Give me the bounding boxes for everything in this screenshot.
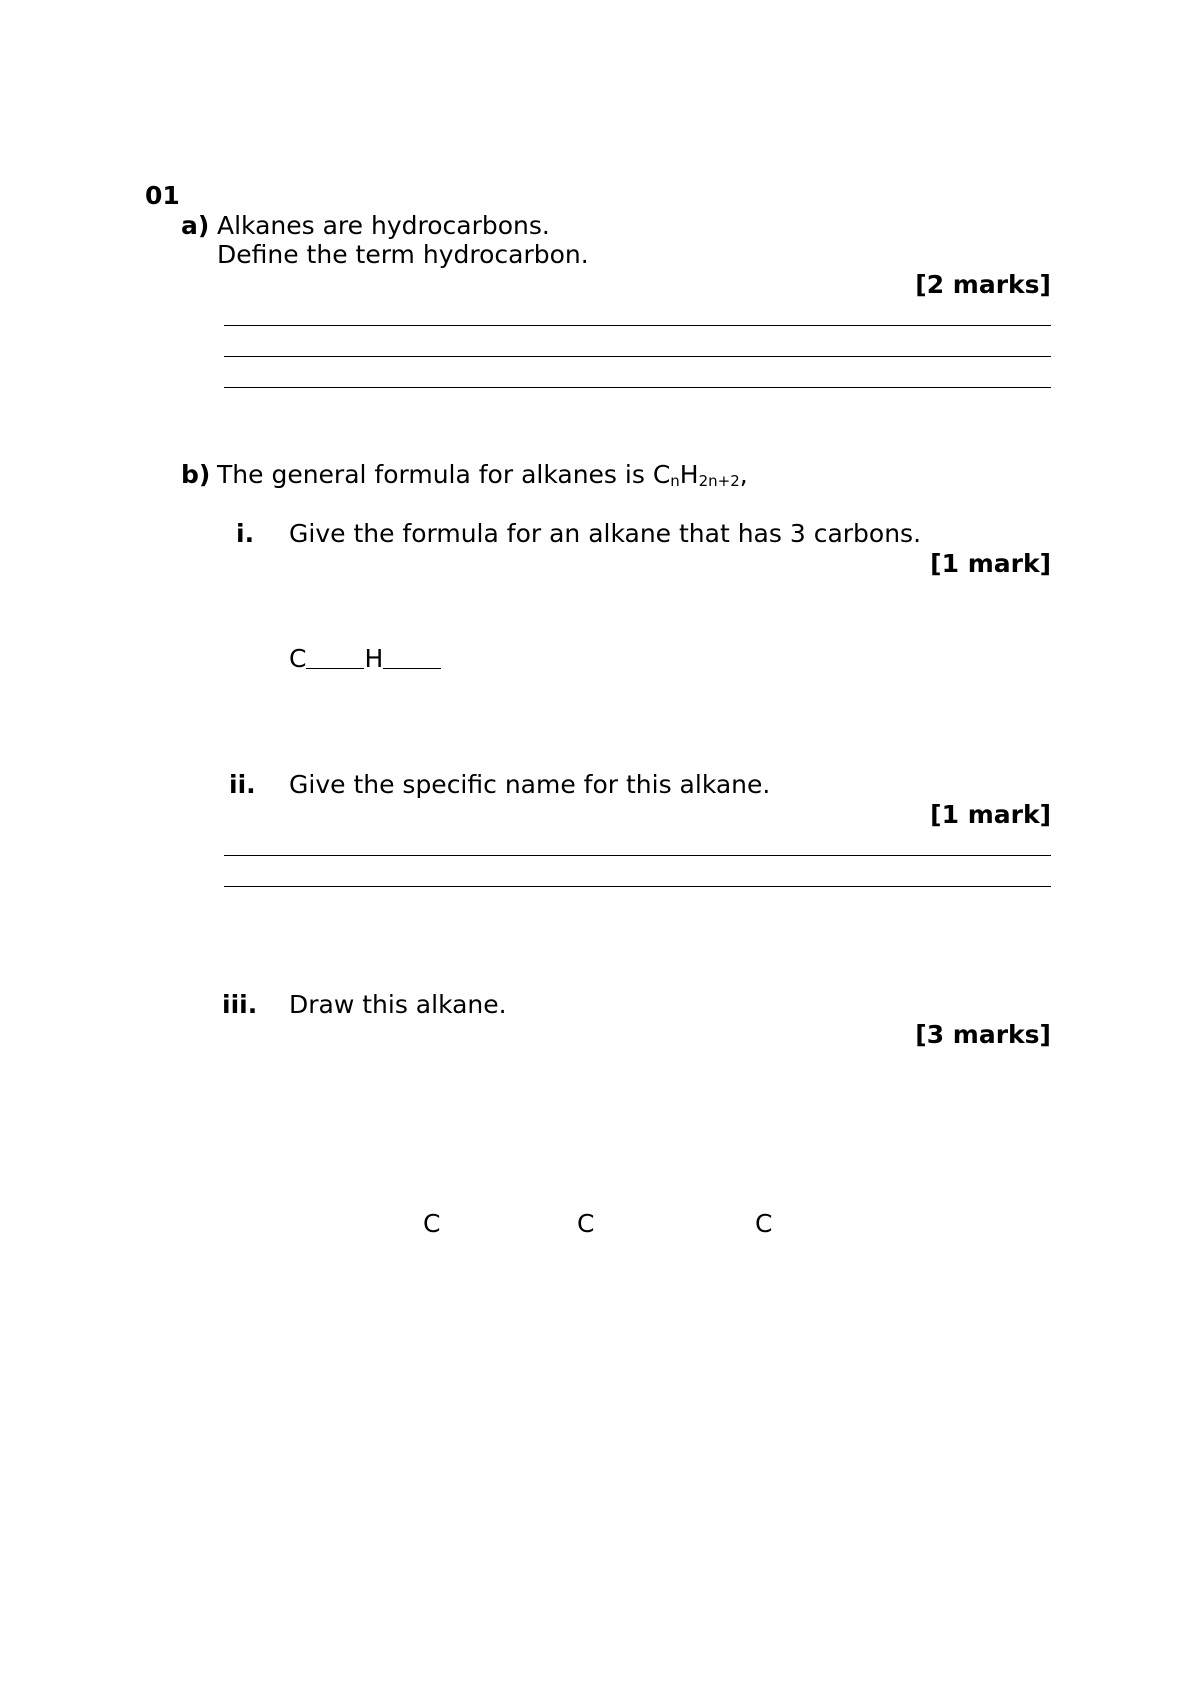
part-a-label: a) xyxy=(181,211,210,240)
sub-ii-marks: [1 mark] xyxy=(930,800,1051,829)
answer-line-a3[interactable] xyxy=(224,387,1051,388)
carbon-atom-3: C xyxy=(755,1209,773,1238)
formula-answer-h: H xyxy=(364,644,384,673)
answer-line-b-ii-1[interactable] xyxy=(224,855,1051,856)
answer-line-a1[interactable] xyxy=(224,325,1051,326)
formula-h: H xyxy=(679,460,699,489)
formula-answer-c: C xyxy=(289,644,307,673)
formula-answer xyxy=(289,646,441,671)
part-b-intro-text: The general formula for alkanes is C xyxy=(217,460,671,489)
sub-i-marks: [1 mark] xyxy=(930,549,1051,578)
sub-iii-label: iii. xyxy=(222,990,258,1019)
carbon-atom-2: C xyxy=(577,1209,595,1238)
sub-ii-label: ii. xyxy=(229,770,256,799)
answer-line-b-ii-2[interactable] xyxy=(224,886,1051,887)
hydrogen-count-blank[interactable] xyxy=(383,667,441,669)
sub-iii-marks: [3 marks] xyxy=(915,1020,1051,1049)
part-a-line1: Alkanes are hydrocarbons. xyxy=(217,211,550,240)
formula-subscript-2n2: 2n+2 xyxy=(698,472,740,490)
part-a-marks: [2 marks] xyxy=(915,270,1051,299)
part-b-label: b) xyxy=(181,460,211,489)
answer-line-a2[interactable] xyxy=(224,356,1051,357)
sub-i-text: Give the formula for an alkane that has 3 carbons. xyxy=(289,519,922,548)
part-b-intro xyxy=(217,460,748,490)
drawing-area[interactable] xyxy=(224,1060,1051,1360)
sub-ii-text: Give the specific name for this alkane. xyxy=(289,770,771,799)
part-a-line2: Define the term hydrocarbon. xyxy=(217,240,589,269)
formula-tail: , xyxy=(739,460,748,489)
sub-iii-text: Draw this alkane. xyxy=(289,990,507,1019)
question-number: 01 xyxy=(145,181,180,210)
carbon-atom-1: C xyxy=(423,1209,441,1238)
formula-subscript-n: n xyxy=(670,472,680,490)
sub-i-label: i. xyxy=(236,519,255,548)
carbon-count-blank[interactable] xyxy=(306,667,364,669)
